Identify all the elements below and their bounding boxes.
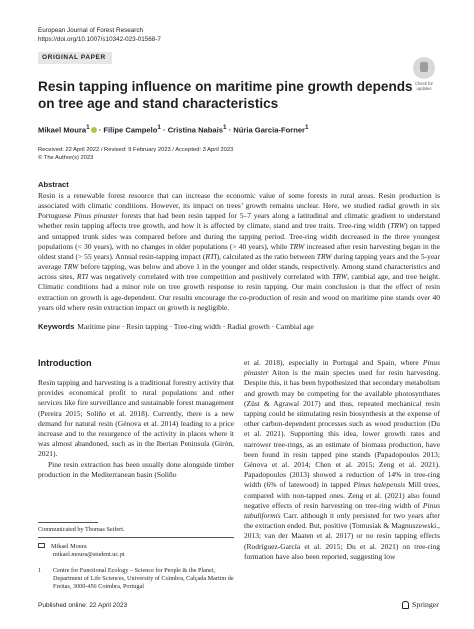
article-type-badge: ORIGINAL PAPER xyxy=(38,52,112,64)
footnote-divider xyxy=(38,522,98,523)
author-list xyxy=(38,124,309,135)
corr-author-email[interactable]: mikael.moura@student.uc.pt xyxy=(53,551,125,558)
journal-header xyxy=(38,27,161,44)
copyright-line: © The Author(s) 2023 xyxy=(38,155,94,161)
corresponding-author xyxy=(38,543,125,559)
author-separator: · xyxy=(226,125,234,135)
affiliation xyxy=(38,567,234,591)
publisher-logo xyxy=(402,600,439,609)
author-affil-sup: 1 xyxy=(157,124,161,131)
author-separator: · xyxy=(96,125,104,135)
published-online: Published online: 22 April 2023 xyxy=(38,602,128,609)
journal-doi[interactable]: https://doi.org/10.1007/s10342-023-01568-7 xyxy=(38,35,161,43)
author-name[interactable]: Núria Garcia-Forner xyxy=(233,125,306,135)
abstract-body: Resin is a renewable forest resource that can increase the economic value of some forests in rural areas. Resin production is associated with climatic conditions. However, its impact on trees’ growth remains unclear. Here, we studied radial growth in six Portuguese Pinus pinaster forests that had been resin tapped for 5–7 years along a latitudinal and climatic gradient to understand whether resin tapping affects tree growth, and how it is affected by climate, stand and tree traits. Tree-ring width (TRW) on tapped and untapped trunk sides was compared before and during the tapping period. Tree-ring width decreased in the three youngest populations (< 30 years), with no changes in older populations (> 40 years), while TRW increased after resin harvesting began in the oldest stand (> 55 years). Annual resin-tapping impact (RTI), calculated as the ratio between TRW during tapping years and the 5-year average TRW before tapping, was below and above 1 in the younger and older stands, respectively. Among stand characteristics and across sites, RTI was negatively correlated with tree competition and positively correlated with TRW, cambial age, and tree height. Climatic conditions had a minor role on tree growth response to resin tapping. Our main conclusion is that the effect of resin extraction on growth is age-dependent. Our results encourage the co-production of resin and wood on maritime pine stands over 40 years old where resin extraction impact on growth is negligible. xyxy=(38,191,441,312)
communicated-by: Communicated by Thomas Seifert. xyxy=(38,526,125,533)
author-affil-sup: 1 xyxy=(222,124,227,131)
author-separator: · xyxy=(160,125,168,135)
affiliation-text: Centre for Functional Ecology – Science for People & the Planet, Department of Life Sciences, University of Coimbra, Calçada Martim de Freitas, 3000-456 Coimbra, Portugal xyxy=(53,567,234,590)
journal-name: European Journal of Forest Research xyxy=(38,27,144,34)
body-column-right: et al. 2018), especially in Portugal and Spain, where Pinus pinaster Aiton is the main species used for resin harvesting. Despite this, it has been hypothesized that secondary metabolism and growth may be competing for the available photosynthates (Züst & Agrawal 2017) and thus, repeated mechanical resin tapping could be stimulating resin biosynthesis at the expense of other carbon-dependent processes such as wood production (Du et al. 2021). Supporting this idea, lower growth rates and narrower tree-rings, as an estimate of biomass production, have been found in resin tapped pine stands (Papadopoulos 2013; Génova et al. 2014; Chen et al. 2015; Zeng et al. 2021). Papadopoulos (2013) showed a reduction of 14% in tree-ring width (6% of latewood) in tapped Pinus halepensis Mill trees, compared with non-tapped ones. Zeng et al. (2021) also found negative effects of resin harvesting on tree-ring width of Pinus tabuliformis Carr. although it only persisted for two years after the extraction ended. But, positive (Tomusiak & Magnuszewski., 2013; van der Maaten et al. 2017) or no resin tapping effects (Rodríguez-García et al. 2015; Du et al. 2021) on tree-ring formation have also been reported, suggesting low xyxy=(244,358,441,561)
check-updates-icon xyxy=(413,57,435,79)
author-affil-sup: 1 xyxy=(86,124,90,131)
publisher-name: Springer xyxy=(412,600,439,609)
author-name[interactable]: Cristina Nabais xyxy=(167,125,223,135)
abstract-heading: Abstract xyxy=(38,180,69,189)
author-affil-sup: 1 xyxy=(305,124,309,131)
check-updates-line1: Check for xyxy=(415,81,433,86)
author-name[interactable]: Mikael Moura xyxy=(38,125,87,135)
intro-paragraph-1: Resin tapping and harvesting is a traditional forestry activity that provides economical profit to rural populations and other services like fire surveillance and sustainable forest management (Pereira 2015; Soliño et al. 2018). Currently, there is a new demand for natural resin (Génova et al. 2014) leading to a price increase and to the resurgence of the activity in places where it was almost abandoned, such as in the Iberian Peninsula (Girón, 2021). xyxy=(38,378,234,459)
intro-paragraph-2: Pine resin extraction has been usually done alongside timber production in the Mediterranean basin (Soliño xyxy=(38,459,234,479)
article-dates xyxy=(38,146,233,162)
springer-horse-icon xyxy=(402,601,409,609)
affiliation-number: 1 xyxy=(38,567,42,574)
author-name[interactable]: Filipe Campelo xyxy=(103,125,158,135)
corr-author-name: Mikael Moura xyxy=(51,543,87,550)
body-column-left xyxy=(38,378,234,480)
envelope-icon xyxy=(38,543,45,548)
keywords-label: Keywords xyxy=(38,322,75,331)
check-updates-line2: updates xyxy=(416,86,432,91)
keywords-list: Maritime pine · Resin tapping · Tree-ring width · Radial growth · Cambial age xyxy=(77,322,314,331)
introduction-heading: Introduction xyxy=(38,358,92,368)
article-title: Resin tapping influence on maritime pine growth depends on tree age and stand characteristics xyxy=(38,79,413,111)
keywords xyxy=(38,322,440,332)
date-history: Received: 22 April 2022 / Revised: 9 February 2023 / Accepted: 3 April 2023 xyxy=(38,147,234,153)
footnote-divider xyxy=(38,537,234,538)
